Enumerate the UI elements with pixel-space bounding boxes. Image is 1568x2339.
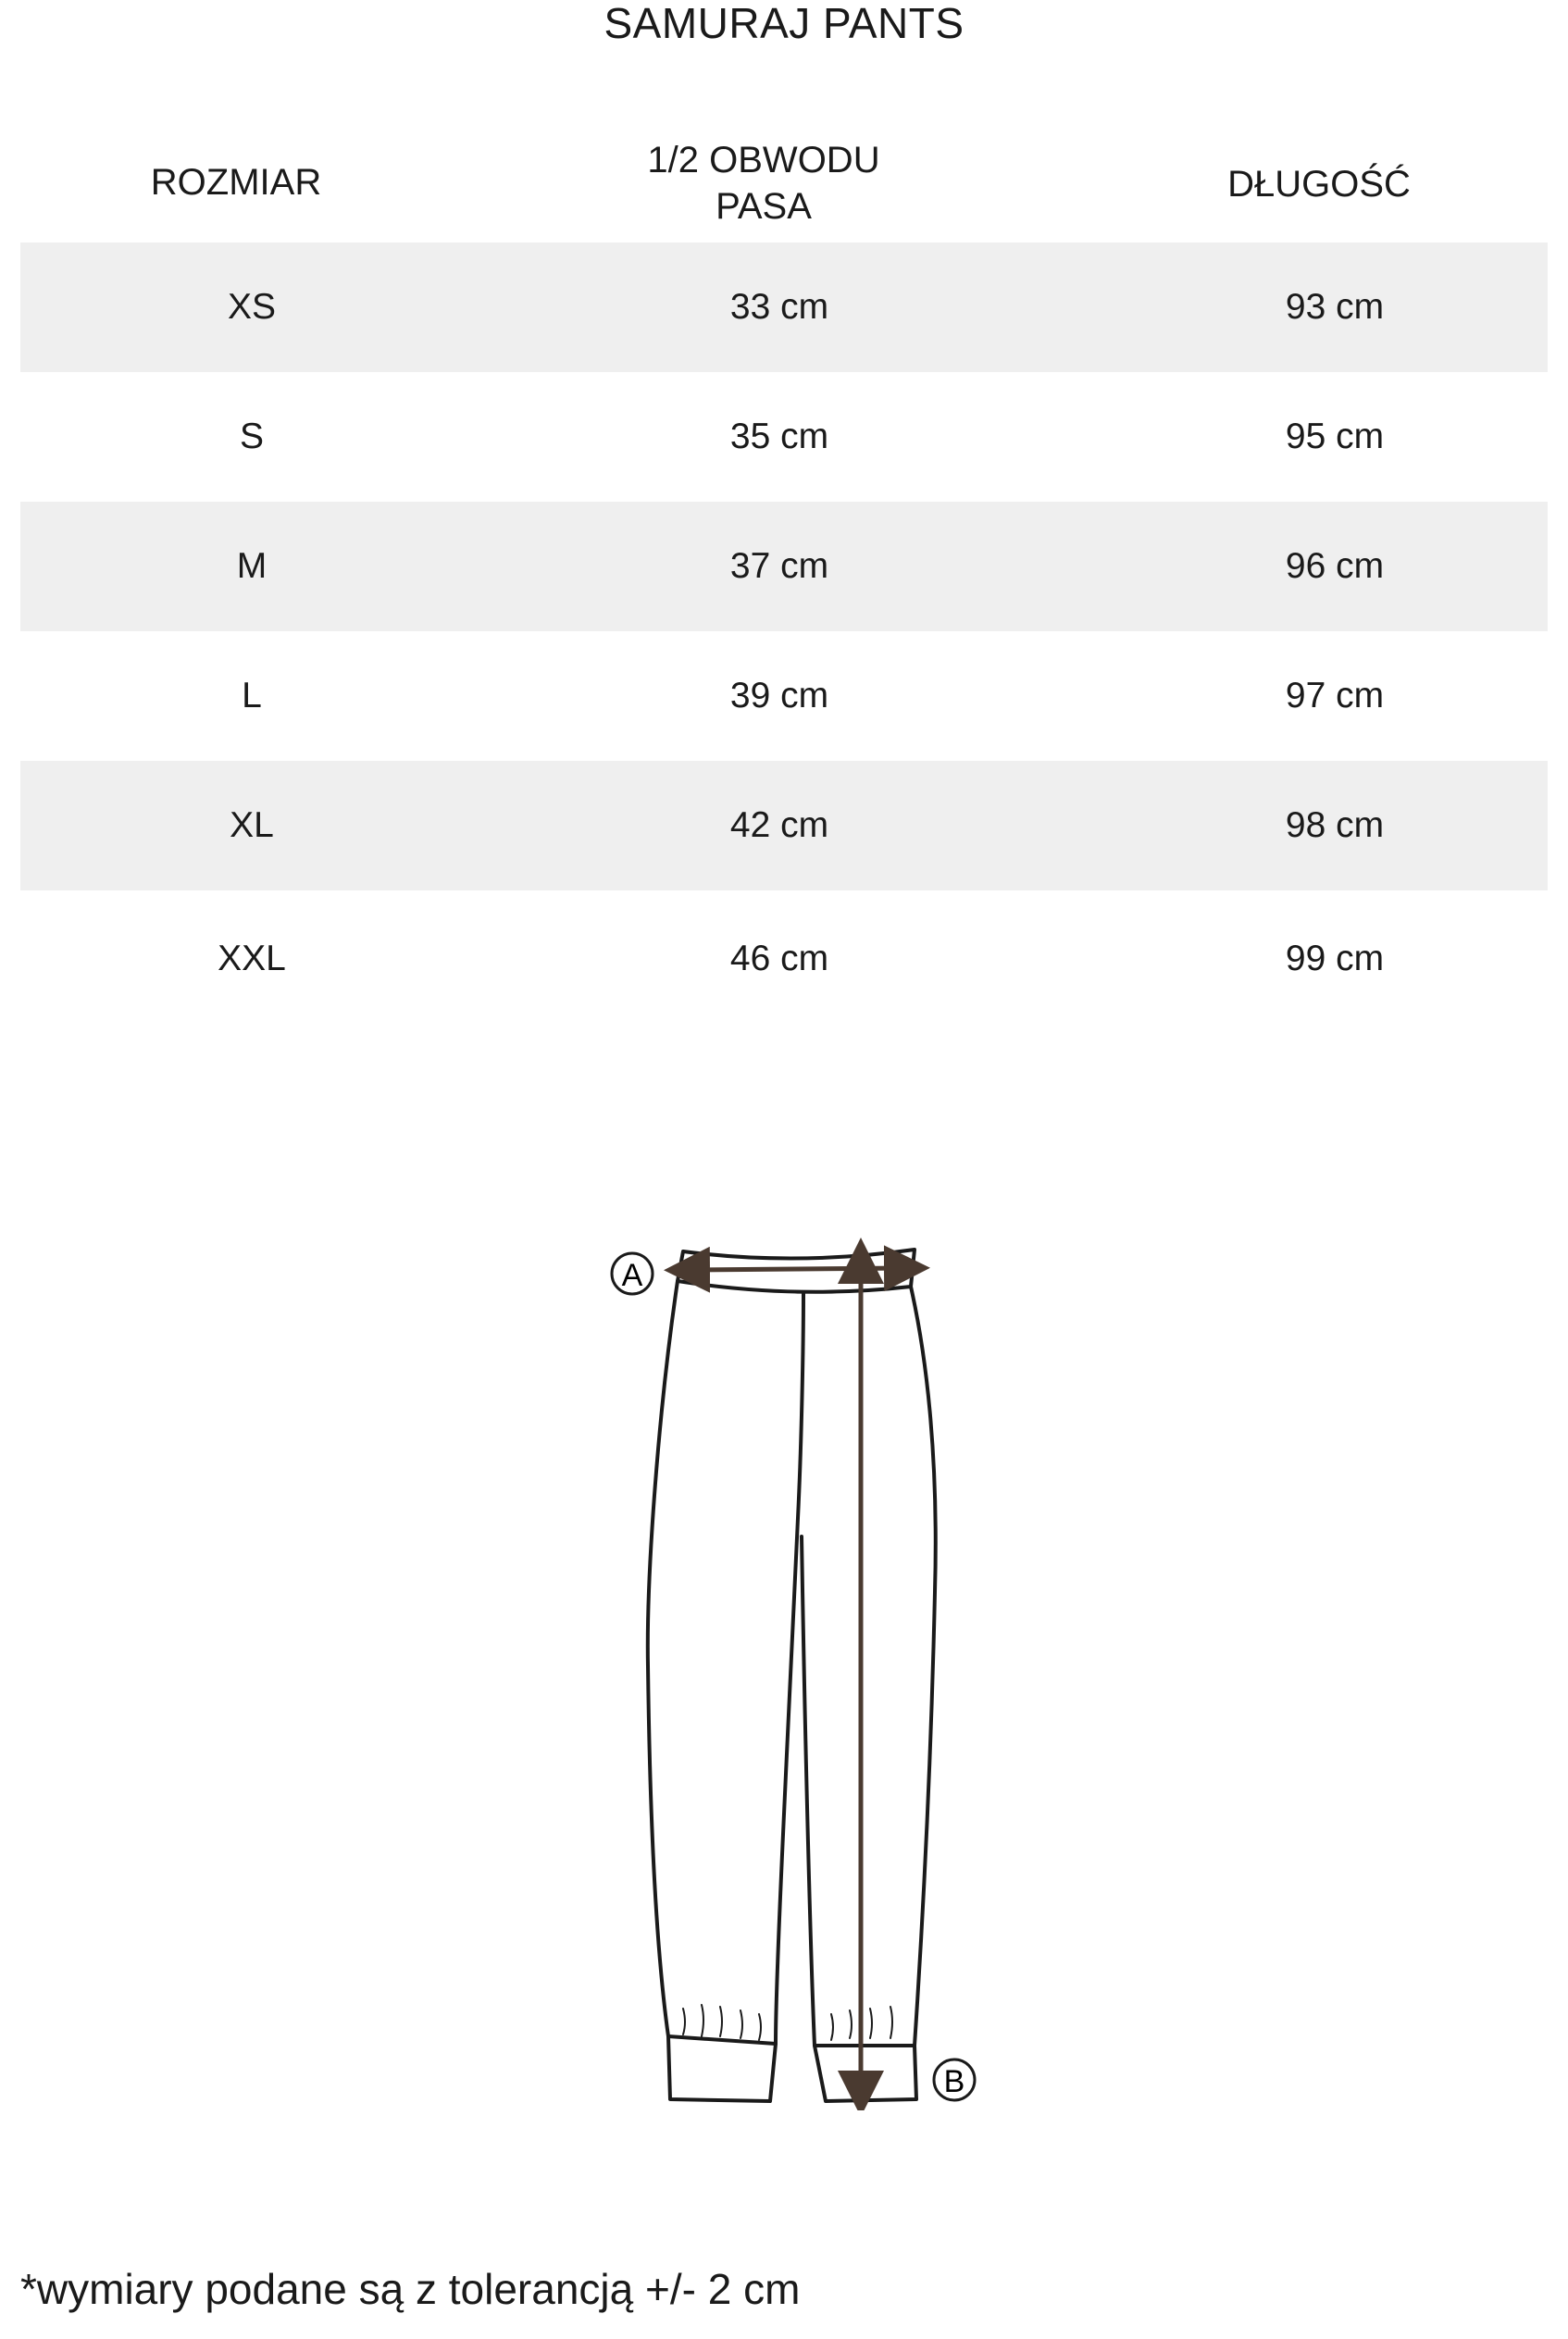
cell-length: 98 cm (1285, 805, 1385, 845)
cell-waist: 33 cm (729, 287, 829, 327)
pants-diagram (592, 1222, 1000, 2110)
cell-size: XS (227, 287, 277, 327)
label-b: B (943, 2064, 965, 2099)
cell-size: L (242, 676, 262, 715)
table-row (20, 372, 1548, 502)
pants-outline (648, 1250, 936, 2101)
label-a: A (621, 1258, 643, 1293)
header-length: DŁUGOŚĆ (1227, 164, 1411, 205)
label-a-badge (612, 1253, 653, 1294)
table-row (20, 631, 1548, 761)
page-title: SAMURAJ PANTS (604, 0, 964, 47)
header-waist-line2: PASA (716, 186, 812, 227)
cell-length: 99 cm (1285, 939, 1385, 978)
cell-length: 97 cm (1285, 676, 1385, 715)
header-waist-line1: 1/2 OBWODU (647, 140, 880, 180)
cell-waist: 39 cm (729, 676, 829, 715)
table-row (20, 243, 1548, 372)
cell-length: 93 cm (1285, 287, 1385, 327)
cell-size: S (239, 417, 264, 456)
table-row (20, 502, 1548, 631)
cell-size: XXL (218, 939, 286, 978)
header-size: ROZMIAR (150, 162, 322, 203)
header-waist (555, 137, 972, 230)
cell-waist: 46 cm (729, 939, 829, 978)
table-row (20, 761, 1548, 890)
cell-length: 95 cm (1285, 417, 1385, 456)
tolerance-note: *wymiary podane są z tolerancją +/- 2 cm (20, 2265, 801, 2313)
table-row (20, 894, 1548, 1024)
cell-waist: 35 cm (729, 417, 829, 456)
cell-length: 96 cm (1285, 546, 1385, 586)
cell-waist: 37 cm (729, 546, 829, 586)
cell-waist: 42 cm (729, 805, 829, 845)
cell-size: M (236, 546, 268, 586)
label-b-badge (934, 2059, 975, 2100)
cell-size: XL (230, 805, 274, 845)
